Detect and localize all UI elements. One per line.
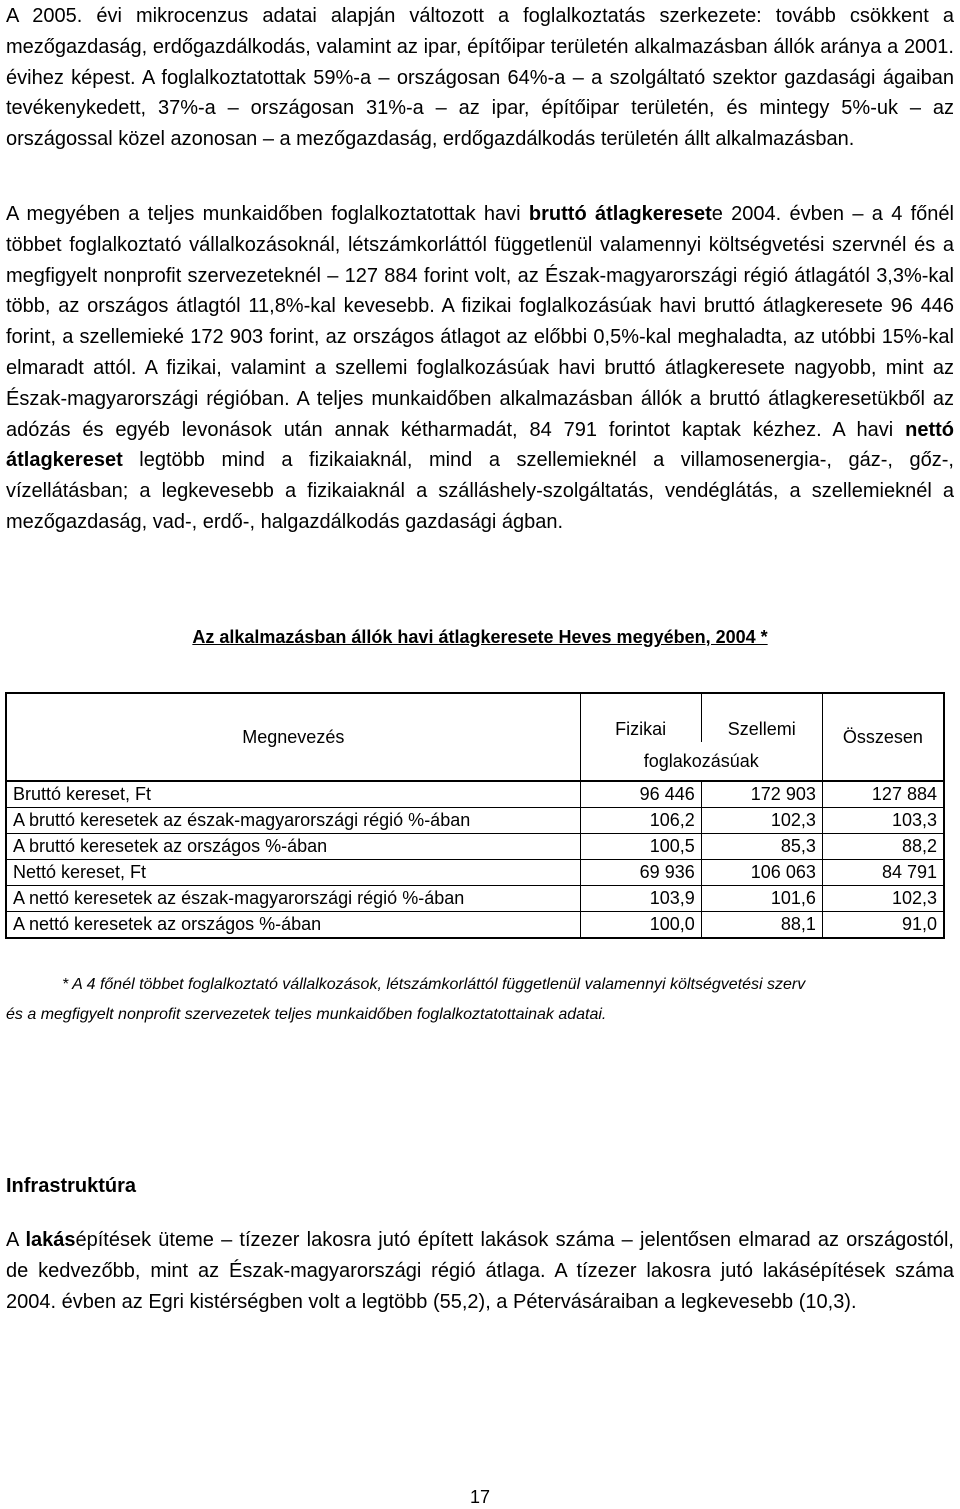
cell-total: 127 884 bbox=[822, 781, 944, 808]
table-row bbox=[6, 912, 944, 939]
cell-total: 84 791 bbox=[822, 860, 944, 886]
cell-total: 91,0 bbox=[822, 912, 944, 939]
cell-szellemi: 106 063 bbox=[701, 860, 822, 886]
footnote-line1: * A 4 főnél többet foglalkoztató vállalkozások, létszámkorláttól függetlenül valamennyi költségvetési szerv bbox=[62, 976, 806, 993]
cell-total: 103,3 bbox=[822, 808, 944, 834]
cell-fizikai: 106,2 bbox=[580, 808, 701, 834]
paragraph-earnings-part1: A megyében a teljes munkaidőben foglalkoztatottak havi bbox=[6, 203, 529, 225]
cell-szellemi: 88,1 bbox=[701, 912, 822, 939]
cell-szellemi: 102,3 bbox=[701, 808, 822, 834]
cell-fizikai: 96 446 bbox=[580, 781, 701, 808]
table-title: Az alkalmazásban állók havi átlagkeresete Heves megyében, 2004 * bbox=[192, 627, 768, 647]
cell-szellemi: 101,6 bbox=[701, 886, 822, 912]
bold-housing: lakás bbox=[25, 1229, 76, 1251]
cell-fizikai: 103,9 bbox=[580, 886, 701, 912]
row-label: A nettó keresetek az észak-magyarországi régió %-ában bbox=[6, 886, 580, 912]
paragraph-earnings-part3: legtöbb mind a fizikaiaknál, mind a szellemieknél a villamosenergia-, gáz-, gőz-, vízellátásban; a legkevesebb a fizikaiaknál a szálláshely-szolgáltatás, vendéglátás, a szellemieknél a mezőgazdaság, vad-, erdő-, halgazdálkodás gazdasági ágban. bbox=[6, 449, 954, 533]
cell-total: 102,3 bbox=[822, 886, 944, 912]
table-row bbox=[6, 860, 944, 886]
cell-szellemi: 172 903 bbox=[701, 781, 822, 808]
cell-total: 88,2 bbox=[822, 834, 944, 860]
cell-fizikai: 69 936 bbox=[580, 860, 701, 886]
table-row bbox=[6, 781, 944, 808]
table-row bbox=[6, 886, 944, 912]
table-row bbox=[6, 808, 944, 834]
row-label: Nettó kereset, Ft bbox=[6, 860, 580, 886]
paragraph-earnings-part2: e 2004. évben – a 4 főnél többet foglalkoztató vállalkozásoknál, létszámkorláttól függetlenül valamennyi költségvetési szervnél és a megfigyelt nonprofit szervezeteknél – 127 884 forint volt, az Észak-magyarországi régió átlagától 3,3%-kal több, az országos átlagtól 11,8%-kal kevesebb. A fizikai foglalkozásúak havi bruttó átlagkeresete 96 446 forint, a szellemieké 172 903 forint, az országos átlagot az előbbi 0,5%-kal meghaladta, az utóbbi 15%-kal elmaradt attól. A fizikai, valamint a szellemi foglalkozásúak havi bruttó átlagkeresete nagyobb, mint az Észak-magyarországi régióban. A teljes munkaidőben alkalmazásban állók a bruttó átlagkeresetükből az adózás és egyéb levonások után annak kétharmadát, 84 791 forintot kaptak kézhez. A havi bbox=[6, 203, 954, 441]
paragraph-earnings bbox=[6, 199, 954, 538]
row-label: A nettó keresetek az országos %-ában bbox=[6, 912, 580, 939]
header-name: Megnevezés bbox=[6, 693, 580, 781]
bold-net-average-earnings: nettó átlagkereset bbox=[6, 418, 954, 472]
cell-fizikai: 100,0 bbox=[580, 912, 701, 939]
header-szellemi: Szellemi bbox=[701, 693, 822, 742]
page-number: 17 bbox=[469, 1487, 491, 1507]
paragraph-housing-part1: A bbox=[6, 1229, 26, 1251]
footnote-line2: és a megfigyelt nonprofit szervezetek teljes munkaidőben foglalkoztatottainak adatai. bbox=[6, 1006, 607, 1023]
header-group: foglakozásúak bbox=[580, 742, 822, 781]
cell-fizikai: 100,5 bbox=[580, 834, 701, 860]
bold-gross-average-earnings: bruttó átlagkereset bbox=[528, 203, 712, 225]
earnings-table bbox=[5, 692, 945, 939]
paragraph-housing-part2: építések üteme – tízezer lakosra jutó épített lakások száma – jelentősen elmarad az országostól, de kedvezőbb, mint az Észak-magyarországi régió átlaga. A tízezer lakosra jutó lakásépítések száma 2004. évben az Egri kistérségben volt a legtöbb (55,2), a Pétervásáraiban a legkevesebb (10,3). bbox=[6, 1229, 954, 1313]
table-row bbox=[6, 834, 944, 860]
section-title-infrastructure: Infrastruktúra bbox=[6, 1175, 137, 1197]
row-label: A bruttó keresetek az észak-magyarországi régió %-ában bbox=[6, 808, 580, 834]
header-fizikai: Fizikai bbox=[580, 693, 701, 742]
row-label: Bruttó kereset, Ft bbox=[6, 781, 580, 808]
header-total: Összesen bbox=[822, 693, 944, 781]
row-label: A bruttó keresetek az országos %-ában bbox=[6, 834, 580, 860]
cell-szellemi: 85,3 bbox=[701, 834, 822, 860]
paragraph-housing bbox=[6, 1225, 954, 1317]
paragraph-employment-structure: A 2005. évi mikrocenzus adatai alapján változott a foglalkoztatás szerkezete: tovább csökkent a mezőgazdaság, erdőgazdálkodás, valamint az ipar, építőipar területén alkalmazásban állók aránya a 2001. évihez képest. A foglalkoztatottak 59%-a – országosan 64%-a – a szolgáltató szektor gazdasági ágaiban tevékenykedett, 37%-a – országosan 31%-a – az ipar, építőipar területén, és mintegy 5%-uk – az országossal közel azonosan – a mezőgazdaság, erdőgazdálkodás területén állt alkalmazásban. bbox=[6, 5, 954, 151]
